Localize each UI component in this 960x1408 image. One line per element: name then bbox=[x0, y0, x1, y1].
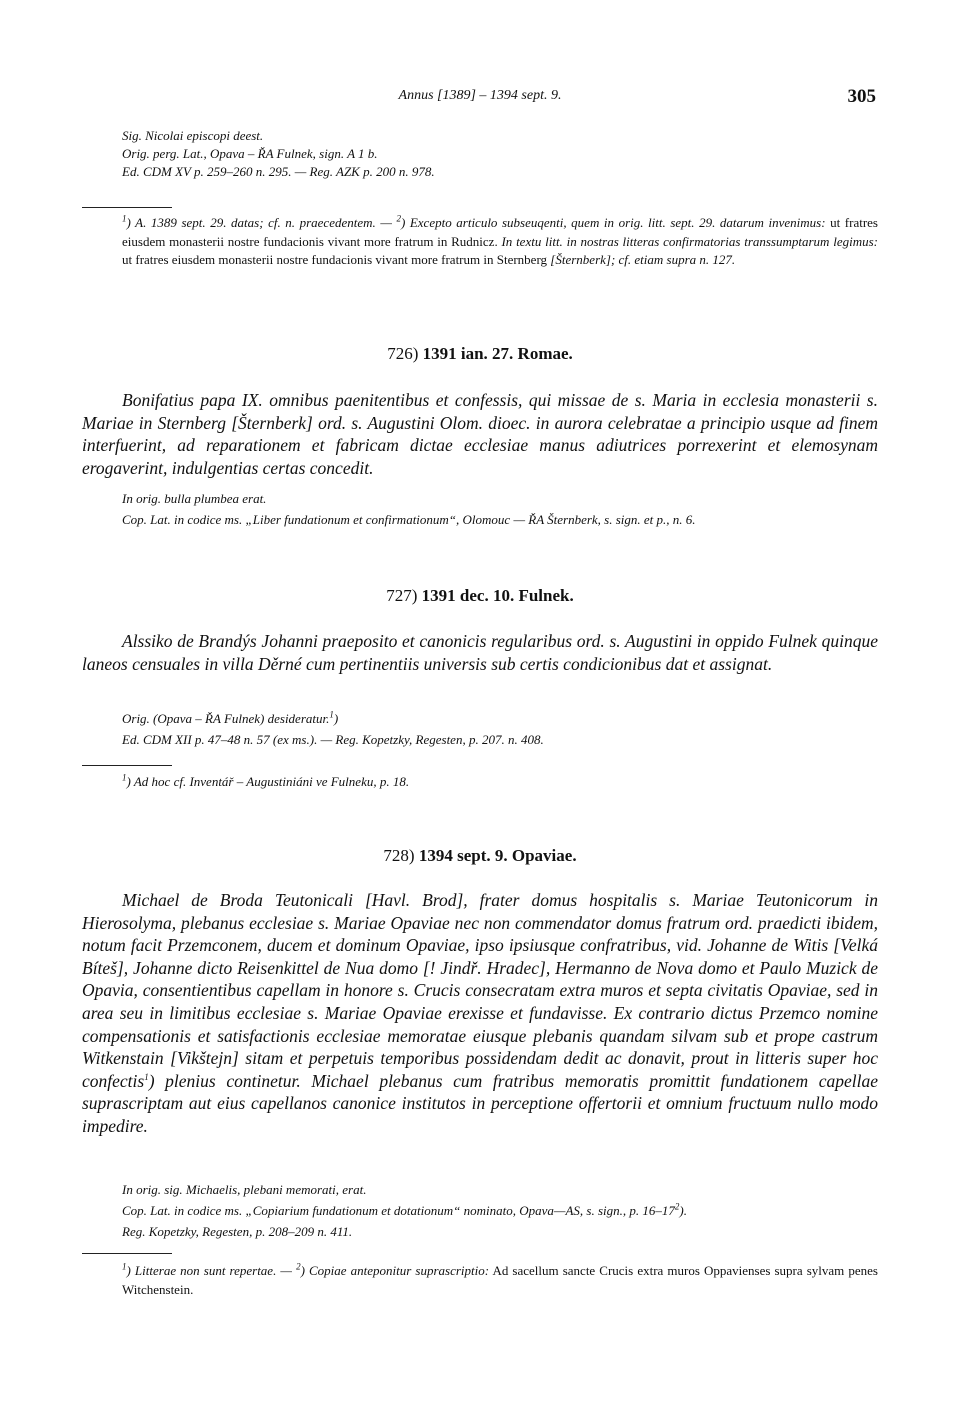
footnote-mark: 1 bbox=[329, 709, 334, 720]
previous-document-footnotes bbox=[82, 214, 878, 270]
footnote-divider bbox=[82, 765, 172, 766]
footnote-mark: 2 bbox=[396, 213, 401, 224]
footnote-text: $^1$) Ad hoc cf. Inventář – Augustiniáni ve Fulneku, p. 18. bbox=[122, 772, 410, 789]
footnote-text: $^1$) Litterae non sunt repertae. — $^2$) Copiae anteponitur suprascriptio: Ad sacellum sancte Crucis extra muros Oppavienses supra sylvam penes Witchenstein. bbox=[122, 1261, 878, 1297]
seal-note: In orig. sig. Michaelis, plebani memorati, erat. bbox=[122, 1182, 367, 1197]
seal-note: Sig. Nicolai episcopi deest. bbox=[122, 128, 264, 143]
document-728-heading bbox=[0, 846, 960, 866]
document-727-regest: Alssiko de Brandýs Johanni praeposito et canonicis regularibus ord. s. Augustini in oppido Fulnek quinque laneos censuales in villa Děrné cum pertinentiis universis sub certis condicionibus dat et assignat. bbox=[82, 631, 878, 674]
footnote-mark: 1 bbox=[122, 213, 127, 224]
document-date: 1394 sept. 9. Opaviae. bbox=[418, 846, 577, 865]
document-726-heading bbox=[0, 344, 960, 364]
footnote-divider bbox=[82, 1253, 172, 1254]
footnote-mark: 1 bbox=[122, 772, 127, 783]
document-728-notes bbox=[82, 1181, 878, 1241]
previous-document-notes bbox=[82, 127, 878, 181]
document-number: 728) bbox=[383, 846, 415, 865]
document-728-footnotes bbox=[82, 1262, 878, 1299]
document-727-heading bbox=[0, 586, 960, 606]
original-note: Orig. perg. Lat., Opava – ŘA Fulnek, sign. A 1 b. bbox=[122, 146, 378, 161]
document-number: 726) bbox=[387, 344, 419, 363]
seal-note: In orig. bulla plumbea erat. bbox=[122, 491, 267, 506]
document-726-notes bbox=[82, 490, 878, 529]
original-note: Orig. (Opava – ŘA Fulnek) desideratur.$^1$) bbox=[122, 709, 339, 726]
edition-note: Ed. CDM XII p. 47–48 n. 57 (ex ms.). — Reg. Kopetzky, Regesten, p. 207. n. 408. bbox=[122, 732, 544, 747]
document-727-notes bbox=[82, 710, 878, 749]
footnote-divider bbox=[82, 207, 172, 208]
copy-note: Cop. Lat. in codice ms. „Liber fundationum et confirmationum“, Olomouc — ŘA Šternberk, s. sign. et p., n. 6. bbox=[122, 512, 696, 527]
document-date: 1391 dec. 10. Fulnek. bbox=[421, 586, 574, 605]
page-number: 305 bbox=[847, 86, 876, 107]
document-727-footnotes bbox=[82, 773, 878, 792]
footnote-text: $^1$) A. 1389 sept. 29. datas; cf. n. praecedentem. — $^2$) Excepto articulo subseuqenti, quem in orig. litt. sept. 29. datarum invenimus: ut fratres eiusdem monasterii nostre fundacionis vivant more fratrum in Rudnicz. In textu litt. in nostras litteras confirmatorias transsumptarum legimus: ut fratres eiusdem monasterii nostre fundacionis vivant more fratrum in Sternberg [Šternberk]; cf. etiam supra n. 127. bbox=[122, 213, 878, 267]
copy-note: Cop. Lat. in codice ms. „Copiarium fundationum et dotationum“ nominato, Opava—AS, s. sign., p. $16-17^2$). bbox=[122, 1201, 687, 1218]
footnote-mark: 2 bbox=[674, 1201, 680, 1212]
edition-note: Ed. CDM XV p. 259–260 n. 295. — Reg. AZK p. 200 n. 978. bbox=[122, 164, 435, 179]
regest-note: Reg. Kopetzky, Regesten, p. 208–209 n. 411. bbox=[122, 1224, 353, 1239]
document-number: 727) bbox=[386, 586, 418, 605]
document-728-regest: Michael de Broda Teutonicali [Havl. Brod], frater domus hospitalis s. Mariae Teutonicorum in Hierosolyma, plebanus ecclesiae s. Mariae Opaviae nec non commendator domus fratrum ord. praedicti ibidem, notum facit Przemconem, ducem et dominum Opaviae, ipso ipsiusque confratribus, vid. Johanne de Witis [Velká Bíteš], Johanne dicto Reisenkittel de Nua domo [! Jindř. Hradec], Hermanno de Nova domo et Paulo Muzick de Opavia, consentientibus capellam in honore s. Crucis consecratam extra muros et septa civitatis Opaviae, sed in area seu in limitibus ecclesiae s. Mariae Opaviae erexisse et fundavisse. Ex contrario dictus Przemco nomine compensationis et satisfactionis ecclesiae memoratae eiusque plebanis quandam silvam sub et prope castrum Witkenstain [Vikštejn] sitam et perpetuis temporibus possidendam dedit ac donavit, prout in litteris super hoc confectis$^1$) plenius continetur. Michael plebanus cum fratribus memoratis promittit fundationem capellae suprascriptam aut eius capellanos canonice institutos in perceptione offertorii et omnium fructuum nullo modo impedire. bbox=[82, 890, 878, 1136]
document-date: 1391 ian. 27. Romae. bbox=[422, 344, 573, 363]
footnote-mark: 1 bbox=[144, 1071, 149, 1082]
footnote-mark: 2 bbox=[296, 1261, 301, 1272]
running-head: Annus [1389] – 1394 sept. 9. bbox=[398, 88, 562, 103]
footnote-mark: 1 bbox=[122, 1261, 127, 1272]
document-726-regest: Bonifatius papa IX. omnibus paenitentibus et confessis, qui missae de s. Maria in ecclesia monasterii s. Mariae in Sternberg [Šternberk] ord. s. Augustini Olom. dioec. in aurora celebratae a principio usque ad finem interfuerint, ad reparationem et fabricam dictae ecclesiae manus adiutrices porrexerint et elemosynam erogaverint, indulgentias certas concedit. bbox=[82, 390, 878, 478]
